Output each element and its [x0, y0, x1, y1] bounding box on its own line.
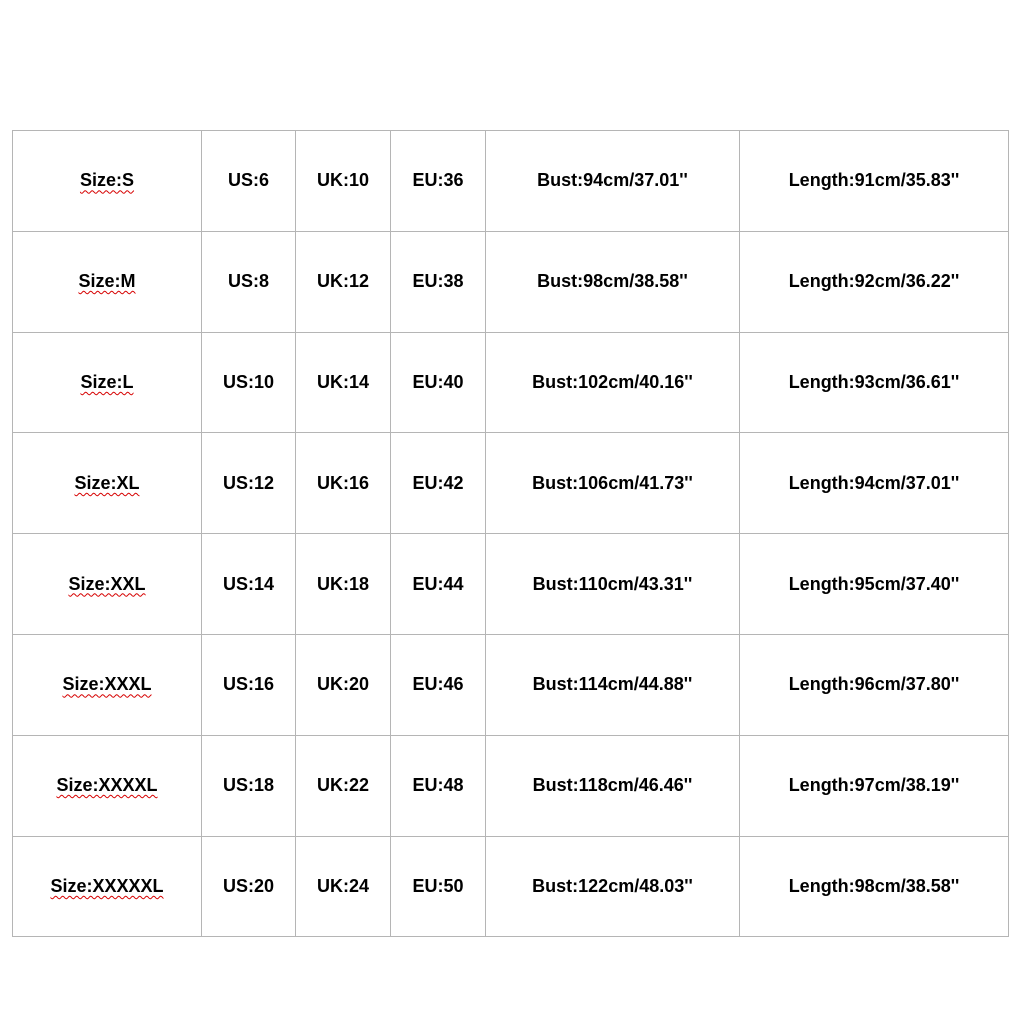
size-label: Size:S	[79, 170, 135, 191]
length-cell: Length:96cm/37.80''	[740, 634, 1009, 735]
bust-cell: Bust:106cm/41.73''	[486, 433, 740, 534]
us-size-cell: US:12	[202, 433, 296, 534]
us-size-cell: US:14	[202, 534, 296, 635]
length-cell: Length:95cm/37.40''	[740, 534, 1009, 635]
size-cell	[13, 433, 202, 534]
size-cell	[13, 534, 202, 635]
size-cell	[13, 332, 202, 433]
bust-cell: Bust:110cm/43.31''	[486, 534, 740, 635]
length-cell: Length:91cm/35.83''	[740, 131, 1009, 232]
size-chart-table	[12, 130, 1009, 937]
uk-size-cell: UK:22	[296, 735, 391, 836]
size-label: Size:XXXXL	[56, 775, 158, 796]
table-row	[13, 131, 1009, 232]
table-row	[13, 634, 1009, 735]
eu-size-cell: EU:44	[391, 534, 486, 635]
uk-size-cell: UK:18	[296, 534, 391, 635]
size-chart-body	[13, 131, 1009, 937]
bust-cell: Bust:94cm/37.01''	[486, 131, 740, 232]
uk-size-cell: UK:20	[296, 634, 391, 735]
length-cell: Length:97cm/38.19''	[740, 735, 1009, 836]
length-cell: Length:98cm/38.58''	[740, 836, 1009, 937]
us-size-cell: US:20	[202, 836, 296, 937]
size-label: Size:XXL	[68, 573, 146, 594]
size-label: Size:XXXXXL	[50, 875, 164, 896]
us-size-cell: US:16	[202, 634, 296, 735]
uk-size-cell: UK:16	[296, 433, 391, 534]
size-cell	[13, 634, 202, 735]
length-cell: Length:93cm/36.61''	[740, 332, 1009, 433]
bust-cell: Bust:118cm/46.46''	[486, 735, 740, 836]
size-label: Size:M	[78, 271, 136, 292]
bust-cell: Bust:102cm/40.16''	[486, 332, 740, 433]
size-label: Size:L	[80, 371, 134, 392]
uk-size-cell: UK:10	[296, 131, 391, 232]
us-size-cell: US:6	[202, 131, 296, 232]
length-cell: Length:92cm/36.22''	[740, 231, 1009, 332]
table-row	[13, 231, 1009, 332]
uk-size-cell: UK:14	[296, 332, 391, 433]
eu-size-cell: EU:36	[391, 131, 486, 232]
eu-size-cell: EU:50	[391, 836, 486, 937]
bust-cell: Bust:98cm/38.58''	[486, 231, 740, 332]
us-size-cell: US:8	[202, 231, 296, 332]
table-row	[13, 836, 1009, 937]
size-label: Size:XL	[74, 472, 140, 493]
size-cell	[13, 735, 202, 836]
table-row	[13, 735, 1009, 836]
table-row	[13, 332, 1009, 433]
eu-size-cell: EU:40	[391, 332, 486, 433]
us-size-cell: US:10	[202, 332, 296, 433]
length-cell: Length:94cm/37.01''	[740, 433, 1009, 534]
bust-cell: Bust:122cm/48.03''	[486, 836, 740, 937]
size-label: Size:XXXL	[62, 674, 152, 695]
us-size-cell: US:18	[202, 735, 296, 836]
bust-cell: Bust:114cm/44.88''	[486, 634, 740, 735]
size-cell	[13, 131, 202, 232]
size-cell	[13, 836, 202, 937]
eu-size-cell: EU:48	[391, 735, 486, 836]
eu-size-cell: EU:46	[391, 634, 486, 735]
eu-size-cell: EU:38	[391, 231, 486, 332]
table-row	[13, 534, 1009, 635]
eu-size-cell: EU:42	[391, 433, 486, 534]
size-cell	[13, 231, 202, 332]
uk-size-cell: UK:24	[296, 836, 391, 937]
uk-size-cell: UK:12	[296, 231, 391, 332]
table-row	[13, 433, 1009, 534]
